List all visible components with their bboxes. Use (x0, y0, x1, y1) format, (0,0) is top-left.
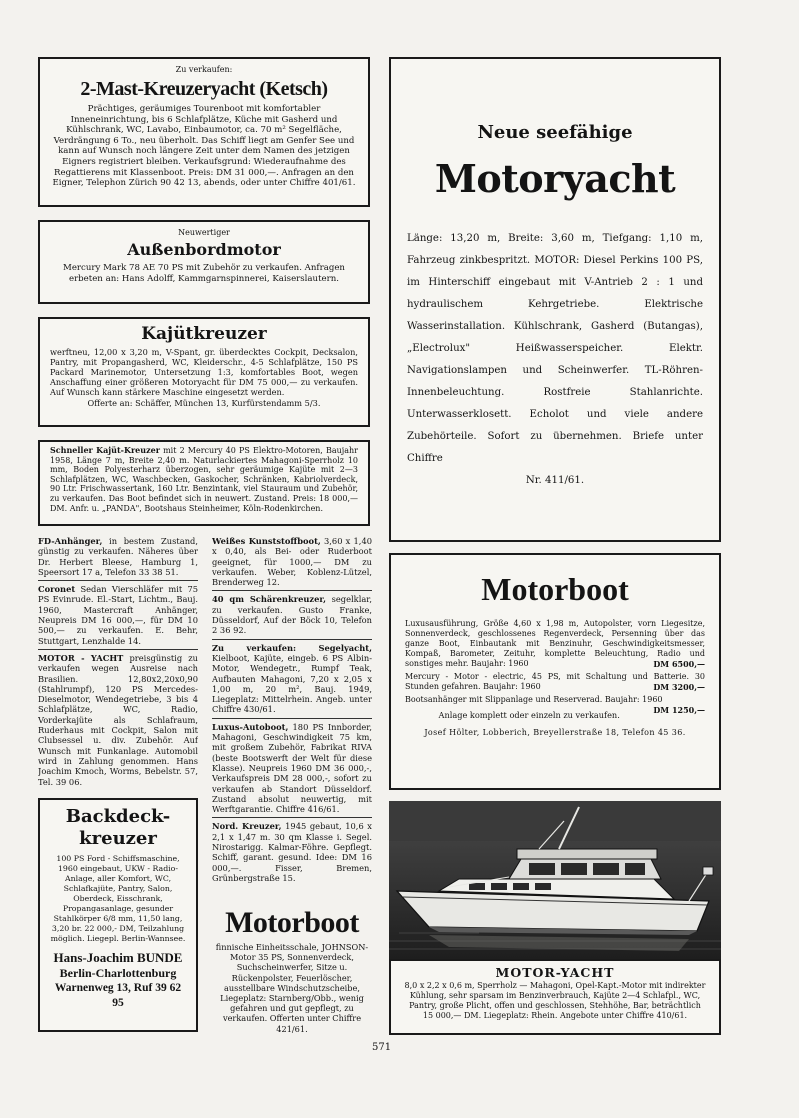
ad-body: Mercury Mark 78 AE 70 PS mit Zubehör zu verkaufen. Anfragen erbeten an: Hans Adolff, Kammgarnspinnerei, Kaiserslautern. (63, 263, 345, 284)
ad-text: mit 2 Mercury 40 PS Elektro-Motoren, Baujahr 1958, Länge 7 m, Breite 2,40 m. Naturlackiertes Mahagoni-Sperrholz 10 mm, Boden Polyesterharz überzogen, sehr geräumige Kajüte mit 2—3 Schlafplätzen, WC, Waschbecken, Gaskocher, Schränken, Kabriolverdeck, 90 Ltr. Frischwassertank, 160 Ltr. Benzintank, viel Stauraum und Zubehör, zu verkaufen. Das Boot befindet sich in neuwert. Zustand. Preis: 18 000,— DM. Anfr. u. „PANDA", Bootshaus Steinheimer, Köln-Rodenkirchen. (50, 446, 358, 513)
ad-title: Motorboot (225, 906, 359, 939)
ad-backdeck-kreuzer (38, 798, 198, 1032)
small-ad-lead: Nord. Kreuzer, (212, 821, 282, 832)
ad-title: Motoryacht (434, 156, 676, 201)
small-ad-lead: Zu verkaufen: Segelyacht, (212, 642, 372, 653)
ad-para-text: Bootsanhänger mit Slippanlage und Reserverad. Baujahr: 1960 (405, 695, 663, 704)
ad-contact-address: Warnenweg 13, Ruf 39 62 95 (54, 982, 182, 1009)
ad-lead: Schneller Kajüt-Kreuzer (50, 445, 160, 455)
ad-body: werftneu, 12,00 x 3,20 m, V-Spant, gr. überdecktes Cockpit, Decksalon, Pantry, mit Propangasherd, WC, Kleiderschr., 4-5 Schlafplätze, 150 PS Packard Marinemotor, Untersetzung 1:3, komfortables Boot, wegen Anschaffung einer größeren Motoryacht für DM 75 000,— zu verkaufen. Auf Wunsch kann stärkere Maschine eingesetzt werden. (50, 347, 358, 397)
ad-body: finnische Einheitsschale, JOHNSON-Motor 35 PS, Sonnenverdeck, Suchscheinwerfer, Sitze u. Rückenpolster, Feuerlöscher, ausstellbare Windschutzscheibe, Liegeplatz: Starnberg/Obb., wenig gefahren und gut gepflegt, zu verkaufen. Offerten unter Chiffre 421/61. (215, 942, 369, 1034)
small-ad-lead: FD-Anhänger, (38, 536, 103, 546)
ad-motor-yacht-photo (389, 959, 721, 1035)
ad-body: 8,0 x 2,2 x 0,6 m, Sperrholz — Mahagoni, Opel-Kapt.-Motor mit indirekter Kühlung, sehr sparsam im Benzinverbrauch, Kajüte 2—4 Schlafpl., WC, Pantry, große Plicht, offen und geschlossen, Stehhöhe, Bar, beträchtlich 15 000,— DM. Liegeplatz: Rhein. Angebote unter Chiffre 410/61. (404, 981, 706, 1020)
ad-contact: Josef Hölter, Lobberich, Breyellerstraße 18, Telefon 45 36. (424, 728, 686, 737)
small-ad-lead: MOTOR - YACHT (38, 652, 124, 663)
ad-title-line2: kreuzer (79, 828, 157, 849)
ad-title: Motorboot (481, 571, 629, 607)
ad-price: DM 6500,— (653, 659, 705, 669)
ad-body: Prächtiges, geräumiges Tourenboot mit komfortabler Inneneinrichtung, bis 6 Schlafplätze, Küche mit Gasherd und Kühlschrank, WC, Lavabo, Einbaumotor, ca. 70 m² Segelfläche, Verdrängung 6 To., neu überholt. Das Schiff liegt am Genfer See und kann auf Wunsch noch längere Zeit unter dem Namen des jetzigen Eigners registriert bleiben. Verkaufsgrund: Wiederaufnahme des Regattierens mit Klassenboot. Preis: DM 31 000,—. Anfragen an den Eigner, Telephon Zürich 90 42 13, abends, oder unter Chiffre 401/61. (52, 104, 356, 189)
small-ad-text: Kielboot, Kajüte, eingeb. 6 PS Albin-Motor, Wendegetr., Rumpf Teak, Aufbauten Mahagoni, 7,20 x 2,05 x 1,00 m, 20 m², Bauj. 1949, Liegeplatz: Mittelrhein. Angeb. unter Chiffre 430/61. (212, 652, 372, 715)
ad-price: DM 3200,— (653, 682, 705, 692)
ad-para (405, 619, 705, 669)
ad-motorboot-right (389, 553, 721, 790)
boat-photo (389, 801, 721, 959)
small-ad-lead: Weißes Kunststoffboot, (212, 536, 321, 546)
small-ad-lead: Luxus-Autoboot, (212, 721, 289, 732)
ad-body: 100 PS Ford - Schiffsmaschine, 1960 eingebaut, UKW - Radio-Anlage, aller Komfort, WC, Schlafkajüte, Pantry, Salon, Oberdeck, Eisschrank, Propangasanlage, gesunder Stahlkörper 6/8 mm, 11,50 lang, 3,20 br. 22 000,- DM, Teilzahlung möglich. Liegepl. Berlin-Wannsee. (50, 854, 186, 943)
ad-chiffre: Nr. 411/61. (525, 475, 585, 486)
small-ad-text: preisgünstig zu verkaufen wegen Ausreise nach Brasilien. 12,80x2,20x0,90 (Stahlrumpf), 120 PS Mercedes-Dieselmotor, Wendegetriebe, 3 bis 4 Schlafplätze, WC, Radio, Vorderkajüte als Schlafraum, Ruderhaus mit Cockpit, Salon mit Clubsessel u. div. Zubehör. Auf Wunsch mit Funkanlage. Automobil wird in Zahlung genommen. Hans Joachim Kmoch, Worms, Bebelstr. 57, Tel. 39 06. (38, 652, 198, 787)
small-ad-text: in bestem Zustand, günstig zu verkaufen. Näheres über Dr. Herbert Bleese, Hamburg 1, Speersort 17 a, Telefon 33 38 51. (38, 536, 198, 577)
page-number: 571 (372, 1042, 392, 1053)
small-ad-text: Sedan Vierschläfer mit 75 PS Evinrude. El.-Start, Lichtm., Bauj. 1960, Mastercraft Anhänger, Neupreis DM 16 000,—, für DM 10 500,— zu verkaufen. E. Behr, Stuttgart, Lenzhalde 14. (38, 584, 198, 646)
small-ad (212, 722, 372, 815)
ad-motorboot-middle (212, 906, 372, 1036)
small-ad (38, 653, 198, 787)
ad-contact: Offerte an: Schäffer, München 13, Kurfürstendamm 5/3. (87, 398, 321, 408)
ad-motoryacht-large (389, 57, 721, 542)
small-ad (38, 536, 198, 577)
small-ad-text: 180 PS Innborder, Mahagoni, Geschwindigkeit 75 km, mit großem Zubehör, Fabrikat RIVA (beste Bootswerft der Welt für diese Klasse). Neupreis 1960 DM 36 000,-, Verkaufspreis DM 28 000,-, sofort zu verkaufen ab Standort Düsseldorf. Zustand absolut neuwertig, mit Werftgarantie. Chiffre 416/61. (212, 721, 372, 815)
small-ad (38, 584, 198, 646)
ad-title: 2-Mast-Kreuzeryacht (Ketsch) (80, 78, 328, 100)
ad-kicker: Neue seefähige (477, 122, 633, 143)
ad-contact-name: Hans-Joachim BUNDE (53, 950, 183, 965)
ad-para (405, 672, 705, 692)
small-ad-text: segelklar, zu verkaufen. Gusto Franke, Düsseldorf, Auf der Böck 10, Telefon 2 36 92. (212, 594, 372, 636)
ad-para-text: Mercury - Motor - electric, 45 PS, mit Schaltung und Batterie. 30 Stunden gefahren. Baujahr: 1960 (405, 672, 705, 691)
ad-title-line1: Backdeck- (65, 806, 171, 827)
small-ads-left (38, 536, 198, 792)
ad-contact-city: Berlin-Charlottenburg (59, 966, 177, 980)
small-ad-text: 1945 gebaut, 10,6 x 2,1 x 1,47 m. 30 qm Klasse i. Segel. Nirostarigg. Kalmar-Föhre. Gepflegt. Schiff, garant. gesund. Idee: DM 16 000,—. Fisser, Bremen, Grünbergstraße 15. (212, 821, 372, 883)
small-ad (212, 536, 372, 587)
small-ads-middle (212, 536, 372, 902)
ad-title: Kajütkreuzer (141, 324, 267, 344)
ad-aussenbordmotor (38, 220, 370, 304)
ad-ketsch (38, 57, 370, 207)
motor-yacht-photo-icon (389, 801, 721, 959)
small-ad (212, 821, 372, 883)
ad-kajuetkreuzer (38, 317, 370, 427)
small-ad-lead: Coronet (38, 584, 76, 595)
ad-body (50, 446, 358, 513)
small-ad-text: 3,60 x 1,40 x 0,40, als Bei- oder Ruderboot geeignet, für 1000,— DM zu verkaufen. Weber, Koblenz-Lützel, Brenderweg 12. (212, 536, 372, 588)
ad-title: MOTOR-YACHT (495, 965, 615, 980)
small-ad (212, 643, 372, 715)
ad-schneller-kajuet-kreuzer (38, 440, 370, 526)
ad-kicker: Zu verkaufen: (175, 65, 233, 74)
small-ad (212, 594, 372, 635)
ad-para-text: Luxusausführung, Größe 4,60 x 1,98 m, Autopolster, vorn Liegesitze, Sonnenverdeck, geschlossenes Regenverdeck, Persenning über das ganze Boot, Einbautank mit Benzinuhr, Geschwindigkeitsmesser, Kompaß, Barometer, Zeituhr, komplette Beleuchtung, Radio und sonstiges mehr. Baujahr: 1960 (405, 619, 705, 668)
ad-body: Länge: 13,20 m, Breite: 3,60 m, Tiefgang: 1,10 m, Fahrzeug zinkbespritzt. MOTOR: Diesel Perkins 100 PS, im Hinterschiff eingebaut mit V-Antrieb 2 : 1 und hydraulischem Kehrgetriebe. Elektrische Wasserinstallation. Kühlschrank, Gasherd (Butangas), „Electrolux" Heißwasserspeicher. Elektr. Navigationslampen und Scheinwerfer. TL-Röhren-Innenbeleuchtung. Rostfreie Stahlanrichte. Unterwasserklosett. Echolot und viele andere Zubehörteile. Sofort zu übernehmen. Briefe unter Chiffre (407, 233, 703, 464)
ad-title: Außenbordmotor (127, 240, 281, 259)
ad-note: Anlage komplett oder einzeln zu verkaufen. (438, 710, 620, 720)
ad-price: DM 1250,— (653, 705, 705, 715)
small-ad-lead: 40 qm Schärenkreuzer, (212, 594, 327, 605)
ad-kicker: Neuwertiger (178, 228, 230, 237)
